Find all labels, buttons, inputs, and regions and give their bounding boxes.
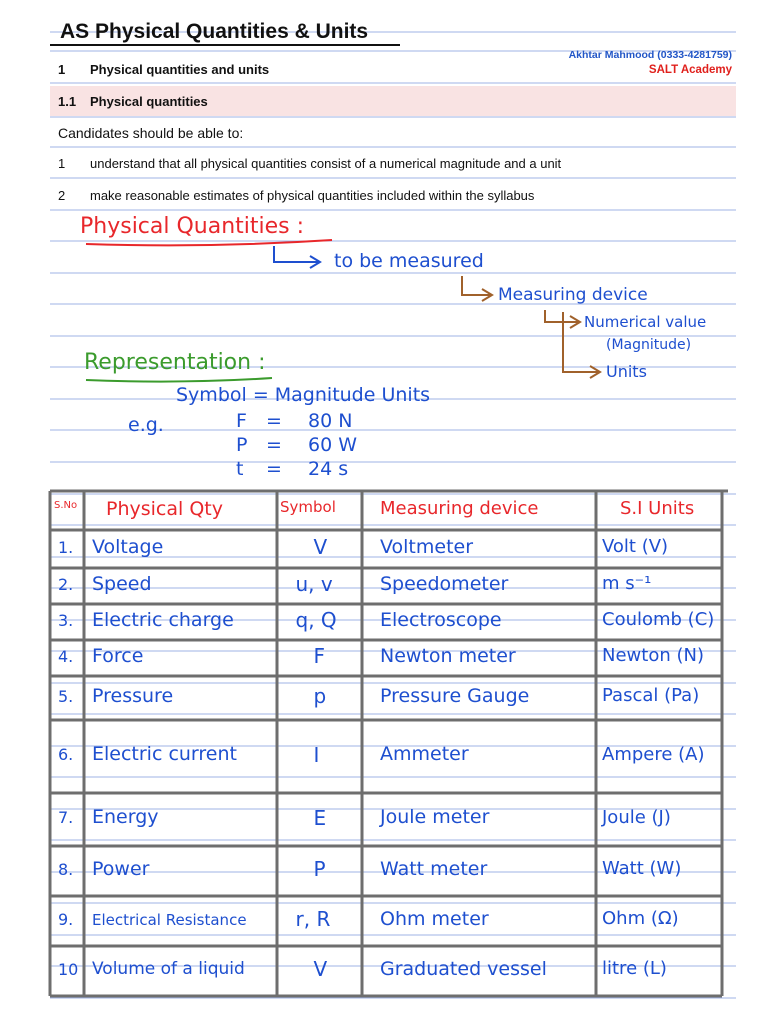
row-device: Watt meter (380, 857, 488, 880)
row-symbol: u, v (295, 572, 333, 596)
row-number: 5. (58, 686, 74, 706)
example-equals: = (266, 434, 282, 456)
table-header-device: Measuring device (380, 498, 539, 519)
row-symbol: V (313, 957, 328, 981)
row-unit: litre (L) (602, 958, 667, 980)
author-org: SALT Academy (648, 64, 732, 76)
row-number: 9. (58, 909, 74, 929)
page-title: AS Physical Quantities & Units (60, 20, 369, 43)
example-symbol: P (236, 434, 248, 456)
row-quantity: Electric current (92, 743, 237, 766)
row-symbol: q, Q (295, 608, 337, 632)
row-unit: Joule (J) (602, 806, 671, 828)
example-value: 24 s (308, 458, 349, 480)
example-value: 80 N (308, 410, 353, 432)
row-device: Joule meter (380, 806, 490, 829)
item-text: understand that all physical quantities consist of a numerical magnitude and a unit (90, 156, 562, 171)
formula: Symbol = Magnitude Units (176, 384, 431, 406)
row-number: 1. (58, 537, 74, 557)
row-quantity: Electrical Resistance (92, 910, 247, 929)
row-device: Pressure Gauge (380, 684, 530, 707)
row-symbol: E (313, 805, 327, 830)
row-device: Ammeter (380, 743, 469, 766)
row-number: 8. (58, 859, 74, 879)
author-name: Akhtar Mahmood (0333-4281759) (568, 49, 732, 61)
row-unit: m s⁻¹ (602, 573, 652, 595)
representation-heading: Representation : (84, 350, 266, 375)
row-unit: Newton (N) (602, 645, 704, 667)
row-device: Graduated vessel (380, 957, 547, 980)
intro-text: Candidates should be able to: (58, 125, 244, 141)
row-number: 2. (58, 574, 74, 594)
row-quantity: Force (92, 644, 144, 667)
item-text: make reasonable estimates of physical quantities included within the syllabus (90, 188, 535, 203)
row-number: 6. (58, 745, 74, 765)
subsection-number: 1.1 (58, 94, 77, 109)
item-number: 1 (58, 156, 66, 171)
row-unit: Pascal (Pa) (602, 685, 700, 707)
row-device: Speedometer (380, 572, 509, 595)
flow-step-3b: (Magnitude) (606, 337, 692, 353)
section-title: Physical quantities and units (90, 62, 270, 77)
table-header-qty: Physical Qty (106, 498, 223, 520)
flow-step-1: to be measured (334, 250, 484, 272)
flow-step-4: Units (606, 362, 647, 381)
row-symbol: V (313, 535, 328, 559)
row-device: Voltmeter (380, 535, 474, 558)
row-symbol: P (313, 857, 326, 881)
eg-label: e.g. (128, 414, 164, 436)
example-equals: = (266, 410, 282, 432)
row-symbol: p (313, 684, 327, 708)
row-symbol: F (313, 644, 326, 668)
table-header-sno: S.No (54, 500, 78, 511)
row-symbol: I (313, 742, 320, 767)
row-number: 4. (58, 646, 74, 666)
row-quantity: Electric charge (92, 608, 234, 631)
flow-step-3: Numerical value (584, 313, 707, 331)
row-unit: Coulomb (C) (602, 609, 715, 631)
row-symbol: r, R (295, 907, 331, 931)
row-quantity: Power (92, 857, 150, 880)
table-header-unit: S.I Units (620, 498, 695, 519)
row-unit: Ohm (Ω) (602, 908, 679, 930)
example-symbol: t (236, 458, 244, 480)
row-quantity: Volume of a liquid (92, 959, 245, 980)
row-number: 10 (58, 959, 79, 979)
example-value: 60 W (308, 434, 358, 456)
row-device: Newton meter (380, 644, 516, 667)
row-number: 3. (58, 610, 74, 630)
flow-step-2: Measuring device (498, 285, 648, 305)
row-quantity: Speed (92, 572, 152, 595)
row-unit: Ampere (A) (602, 743, 705, 765)
row-quantity: Pressure (92, 684, 174, 707)
row-unit: Watt (W) (602, 858, 682, 880)
row-quantity: Voltage (92, 535, 164, 558)
example-symbol: F (236, 410, 247, 432)
table-header-symbol: Symbol (280, 498, 336, 516)
row-device: Electroscope (380, 608, 502, 631)
row-quantity: Energy (92, 806, 159, 829)
row-number: 7. (58, 808, 74, 828)
notes-heading: Physical Quantities : (80, 214, 305, 239)
subsection-title: Physical quantities (90, 94, 208, 109)
section-number: 1 (58, 62, 66, 77)
row-unit: Volt (V) (602, 536, 669, 558)
item-number: 2 (58, 188, 66, 203)
row-device: Ohm meter (380, 907, 489, 930)
example-equals: = (266, 458, 282, 480)
